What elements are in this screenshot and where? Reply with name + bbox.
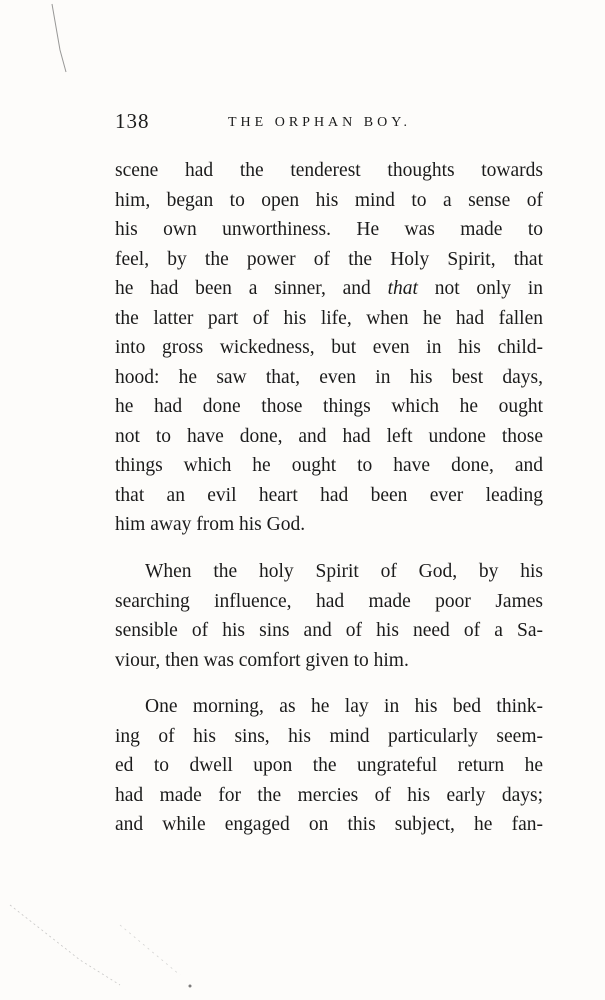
text-line: ing of his sins, his mind particularly seem-	[115, 725, 543, 747]
text-line: his own unworthiness. He was made to	[115, 219, 543, 240]
text-line: scene had the tenderest thoughts towards	[115, 160, 543, 181]
text-line: he had been a sinner, and that not only in	[115, 278, 543, 299]
text-line: searching influence, had made poor James	[115, 590, 543, 612]
text-line: One morning, as he lay in his bed think-	[145, 696, 543, 717]
text-line: the latter part of his life, when he had fallen	[115, 307, 543, 329]
page-number: 138	[115, 109, 150, 133]
text-line: he had done those things which he ought	[115, 396, 543, 417]
text-line: viour, then was comfort given to him.	[115, 649, 409, 671]
text-line: When the holy Spirit of God, by his	[145, 561, 543, 582]
text-line: ed to dwell upon the ungrateful return he	[115, 755, 543, 776]
text-line: not to have done, and had left undone those	[115, 425, 543, 447]
paragraph-2	[115, 557, 543, 675]
text-line: feel, by the power of the Holy Spirit, that	[115, 248, 543, 270]
text-line: had made for the mercies of his early days;	[115, 784, 543, 806]
text-line: things which he ought to have done, and	[115, 455, 543, 476]
running-title: THE ORPHAN BOY.	[228, 115, 412, 130]
text-line: that an evil heart had been ever leading	[115, 484, 543, 506]
text-line: him away from his God.	[115, 514, 306, 535]
text-line: him, began to open his mind to a sense of	[115, 189, 543, 211]
text-line: into gross wickedness, but even in his child-	[115, 337, 543, 358]
paragraph-3	[115, 692, 543, 840]
text-line: sensible of his sins and of his need of a Sa-	[115, 620, 543, 641]
page-header	[115, 109, 545, 139]
text-line: hood: he saw that, even in his best days,	[115, 366, 543, 388]
paragraph-1	[115, 156, 543, 540]
text-line: and while engaged on this subject, he fan-	[115, 814, 543, 835]
